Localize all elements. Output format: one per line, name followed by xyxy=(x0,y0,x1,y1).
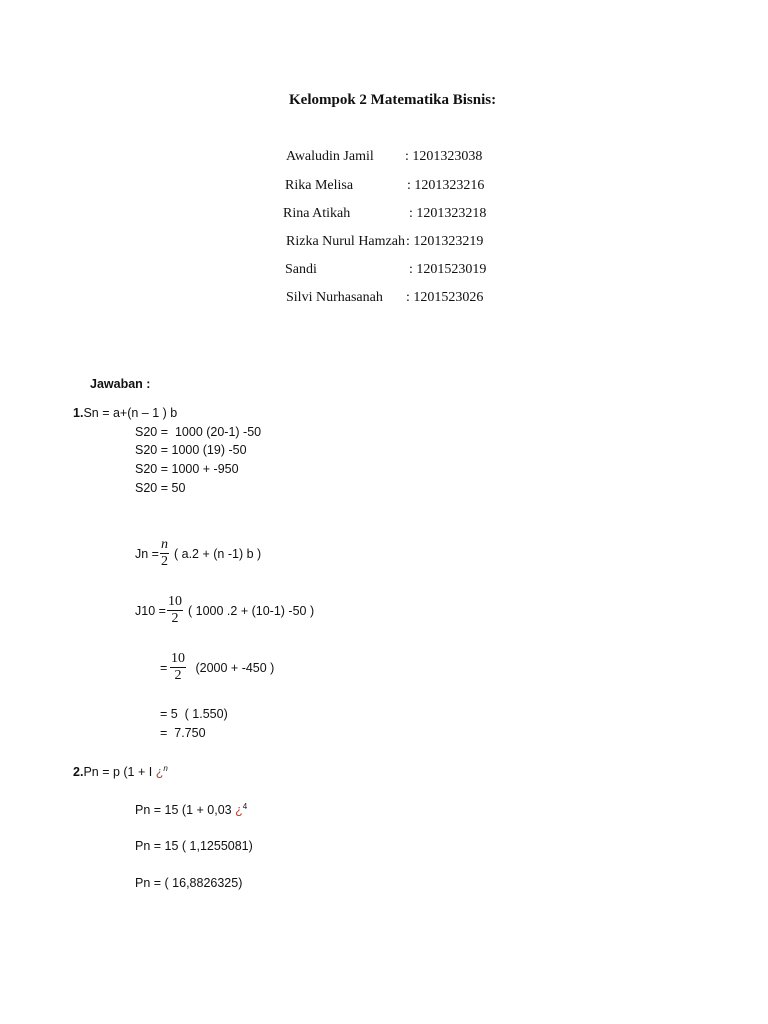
answer-heading: Jawaban : xyxy=(90,377,151,391)
fraction-numerator: n xyxy=(161,537,168,552)
member-id: : 1201323038 xyxy=(405,149,483,164)
fraction-numerator: 10 xyxy=(171,651,185,666)
q2-line-3: Pn = ( 16,8826325) xyxy=(135,876,243,890)
jn-fraction xyxy=(160,537,169,570)
member-name: Awaludin Jamil xyxy=(286,149,374,164)
member-name: Rina Atikah xyxy=(283,206,351,221)
q2-formula-glyph: ¿ xyxy=(155,765,164,780)
fraction-denominator: 2 xyxy=(171,611,179,626)
member-name: Rika Melisa xyxy=(285,178,354,193)
q2-number: 2. xyxy=(73,765,84,780)
j10b-left: = xyxy=(160,661,168,675)
member-id: : 1201323216 xyxy=(407,178,485,193)
fraction-denominator: 2 xyxy=(161,554,168,569)
fraction-denominator: 2 xyxy=(174,668,182,683)
j10b-fraction xyxy=(170,651,186,684)
q2-line-1 xyxy=(135,802,247,817)
q2-formula: Pn = p (1 + I xyxy=(83,765,156,780)
member-id: : 1201523019 xyxy=(409,262,487,277)
q2-line-1-exponent: 4 xyxy=(242,802,248,811)
member-id: : 1201323219 xyxy=(406,234,484,249)
member-id: : 1201523026 xyxy=(406,290,484,305)
q2-line-1-text: Pn = 15 (1 + 0,03 xyxy=(135,803,236,818)
member-name: Sandi xyxy=(285,262,317,277)
jn-right: ( a.2 + (n -1) b ) xyxy=(174,547,262,561)
q1-step: S20 = 50 xyxy=(135,481,186,495)
jn-left: Jn = xyxy=(135,547,159,561)
q2-line-2: Pn = 15 ( 1,1255081) xyxy=(135,839,253,853)
document-title: Kelompok 2 Matematika Bisnis: xyxy=(289,92,497,108)
q1-step: S20 = 1000 (19) -50 xyxy=(135,443,247,457)
q1-result-1: = 5 ( 1.550) xyxy=(160,707,228,721)
j10-right: ( 1000 .2 + (10-1) -50 ) xyxy=(188,604,315,618)
q1-step: S20 = 1000 (20-1) -50 xyxy=(135,425,262,439)
q2-formula-line xyxy=(73,764,168,779)
fraction-numerator: 10 xyxy=(168,594,182,609)
j10-left: J10 = xyxy=(135,604,166,618)
q1-result-2: = 7.750 xyxy=(160,726,206,740)
q1-formula-line xyxy=(73,406,177,420)
q2-formula-exponent: n xyxy=(163,764,168,773)
q2-line-1-glyph: ¿ xyxy=(235,803,243,818)
q1-number: 1. xyxy=(73,406,84,420)
q1-formula: Sn = a+(n – 1 ) b xyxy=(83,406,178,420)
member-id: : 1201323218 xyxy=(409,206,487,221)
member-name: Rizka Nurul Hamzah xyxy=(286,234,405,249)
q1-step: S20 = 1000 + -950 xyxy=(135,462,239,476)
member-name: Silvi Nurhasanah xyxy=(286,290,383,305)
j10b-right: (2000 + -450 ) xyxy=(192,661,275,675)
j10-fraction xyxy=(167,594,183,627)
